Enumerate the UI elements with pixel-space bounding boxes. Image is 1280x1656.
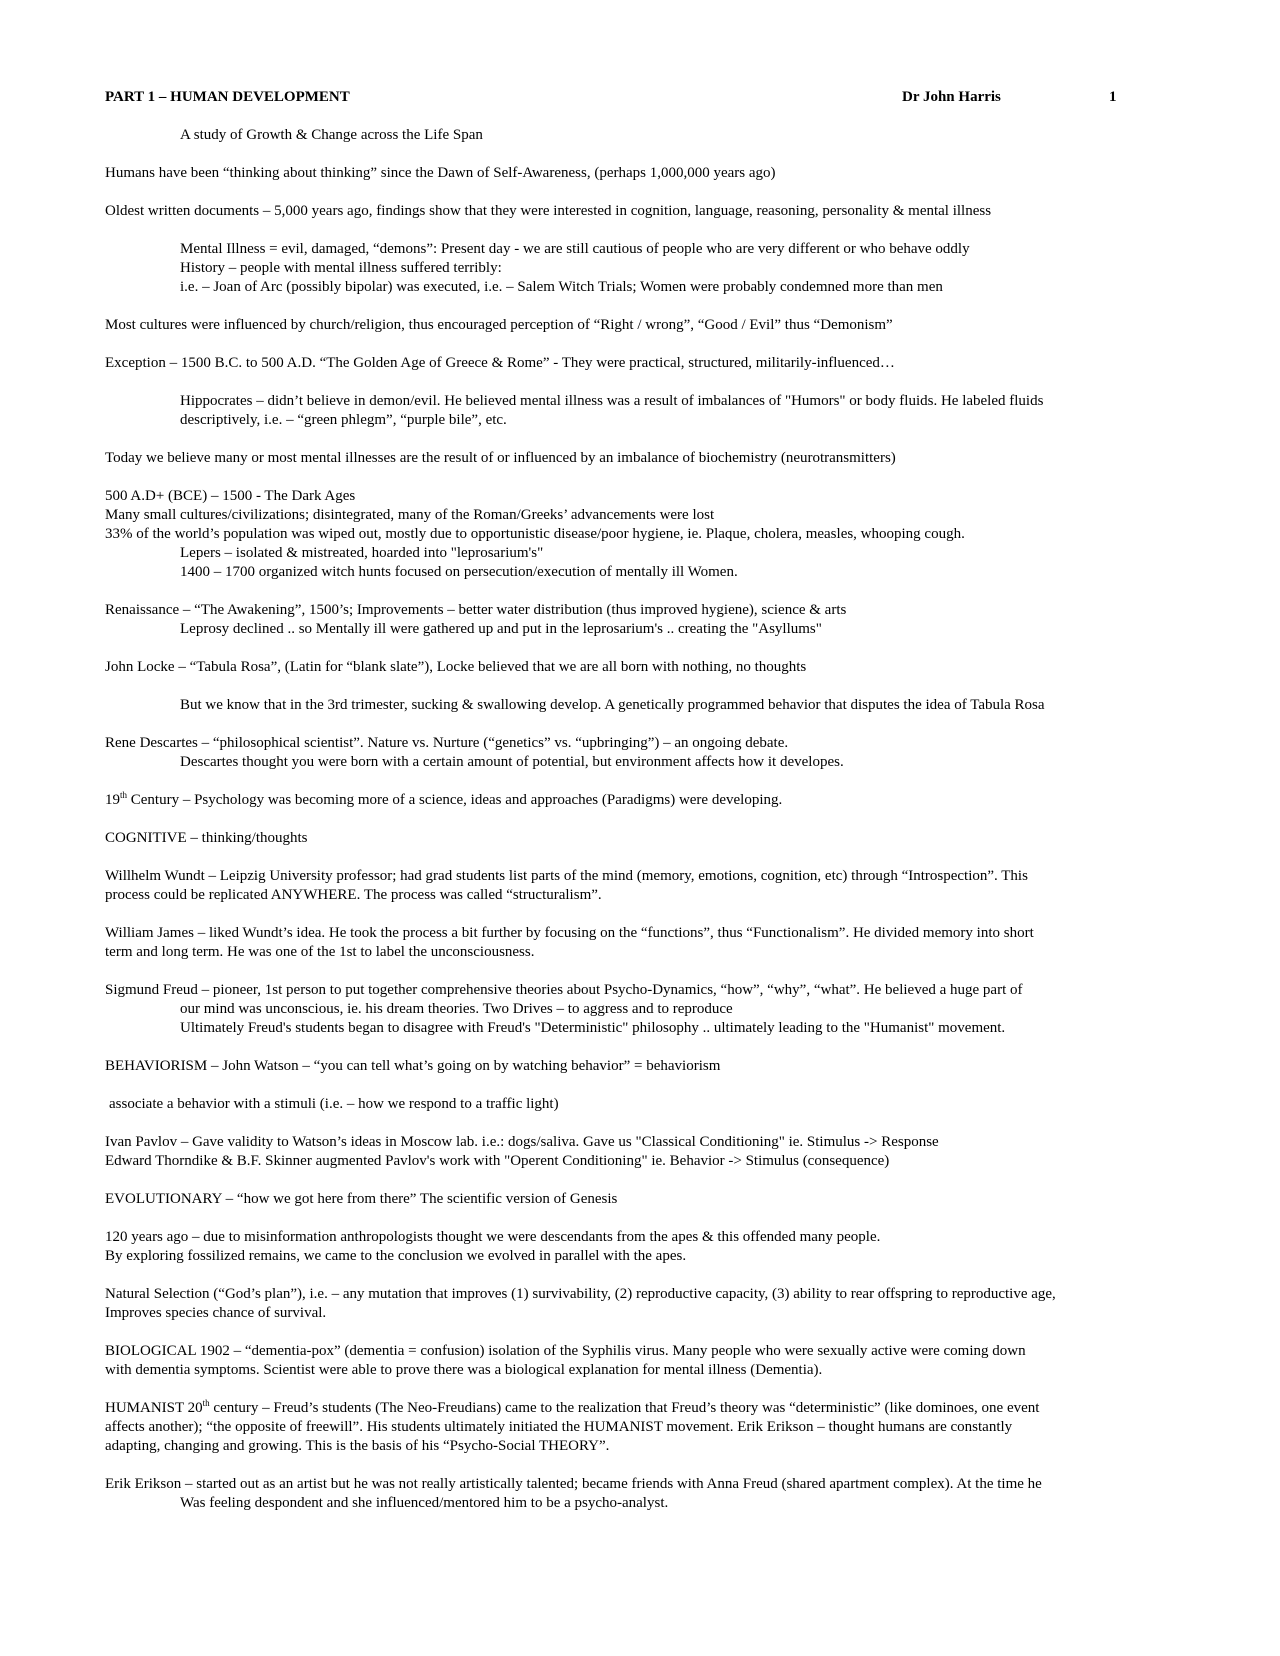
paragraph-line: By exploring fossilized remains, we came to the conclusion we evolved in parallel with the apes. <box>105 1248 687 1264</box>
text-run: Century – Psychology was becoming more of a science, ideas and approaches (Paradigms) were developing. <box>127 792 783 808</box>
paragraph: Exception – 1500 B.C. to 500 A.D. “The Golden Age of Greece & Rome” - They were practical, structured, militarily-influenced… <box>105 355 895 371</box>
paragraph-line: Many small cultures/civilizations; disintegrated, many of the Roman/Greeks’ advancements were lost <box>105 507 715 523</box>
paragraph: But we know that in the 3rd trimester, sucking & swallowing develop. A genetically programmed behavior that disputes the idea of Tabula Rosa <box>180 697 1045 713</box>
paragraph-line: Rene Descartes – “philosophical scientist”. Nature vs. Nurture (“genetics” vs. “upbringing”) – an ongoing debate. <box>105 735 789 751</box>
paragraph-line: Hippocrates – didn’t believe in demon/evil. He believed mental illness was a result of imbalances of "Humors" or body fluids. He labeled fluids <box>180 393 1044 409</box>
section-heading: BEHAVIORISM – John Watson – “you can tell what’s going on by watching behavior” = behaviorism <box>105 1058 721 1074</box>
section-heading: EVOLUTIONARY – “how we got here from there” The scientific version of Genesis <box>105 1191 618 1207</box>
paragraph-line: affects another); “the opposite of freewill”. His students ultimately initiated the HUMANIST movement. Erik Erikson – thought humans are constantly <box>105 1419 1013 1435</box>
paragraph-line: 1400 – 1700 organized witch hunts focused on persecution/execution of mentally ill Women. <box>180 564 738 580</box>
document-page <box>105 88 1180 1513</box>
paragraph-line: term and long term. He was one of the 1st to label the unconsciousness. <box>105 944 535 960</box>
page-title: PART 1 – HUMAN DEVELOPMENT <box>105 89 350 105</box>
paragraph: Today we believe many or most mental illnesses are the result of or influenced by an imbalance of biochemistry (neurotransmitters) <box>105 450 896 466</box>
paragraph-line: William James – liked Wundt’s idea. He took the process a bit further by focusing on the “functions”, thus “Functionalism”. He divided memory into short <box>105 925 1034 941</box>
paragraph-line: Renaissance – “The Awakening”, 1500’s; Improvements – better water distribution (thus improved hygiene), science & arts <box>105 602 847 618</box>
paragraph: Oldest written documents – 5,000 years ago, findings show that they were interested in cognition, language, reasoning, personality & mental illness <box>105 203 992 219</box>
paragraph-line: Was feeling despondent and she influenced/mentored him to be a psycho-analyst. <box>180 1495 669 1511</box>
paragraph-line: Improves species chance of survival. <box>105 1305 327 1321</box>
paragraph-line <box>105 1399 1180 1418</box>
paragraph-line: Erik Erikson – started out as an artist but he was not really artistically talented; became friends with Anna Freud (shared apartment complex). At the time he <box>105 1476 1042 1492</box>
author-name: Dr John Harris <box>902 89 1001 105</box>
paragraph <box>105 791 1180 810</box>
subtitle: A study of Growth & Change across the Life Span <box>180 127 483 143</box>
paragraph-line: Leprosy declined .. so Mentally ill were gathered up and put in the leprosarium's .. creating the "Asyllums" <box>180 621 822 637</box>
paragraph-line: 33% of the world’s population was wiped out, mostly due to opportunistic disease/poor hygiene, ie. Plaque, cholera, measles, whooping cough. <box>105 526 965 542</box>
paragraph-line: i.e. – Joan of Arc (possibly bipolar) was executed, i.e. – Salem Witch Trials; Women were probably condemned more than men <box>180 279 943 295</box>
paragraph-line: 500 A.D+ (BCE) – 1500 - The Dark Ages <box>105 488 356 504</box>
paragraph-line: process could be replicated ANYWHERE. The process was called “structuralism”. <box>105 887 602 903</box>
text-run: 19 <box>105 792 120 808</box>
paragraph-line: Ultimately Freud's students began to disagree with Freud's "Deterministic" philosophy .. ultimately leading to the "Humanist" movement. <box>180 1020 1006 1036</box>
paragraph-line: Lepers – isolated & mistreated, hoarded into "leprosarium's" <box>180 545 544 561</box>
paragraph: Humans have been “thinking about thinking” since the Dawn of Self-Awareness, (perhaps 1,000,000 years ago) <box>105 165 776 181</box>
paragraph: Most cultures were influenced by church/religion, thus encouraged perception of “Right / wrong”, “Good / Evil” thus “Demonism” <box>105 317 893 333</box>
paragraph-line: Sigmund Freud – pioneer, 1st person to put together comprehensive theories about Psycho-Dynamics, “how”, “why”, “what”. He believed a huge part of <box>105 982 1023 998</box>
paragraph-line: descriptively, i.e. – “green phlegm”, “purple bile”, etc. <box>180 412 507 428</box>
text-run: HUMANIST 20 <box>105 1400 203 1416</box>
paragraph-line: Willhelm Wundt – Leipzig University professor; had grad students list parts of the mind (memory, emotions, cognition, etc) through “Introspection”. This <box>105 868 1028 884</box>
paragraph-line: Ivan Pavlov – Gave validity to Watson’s ideas in Moscow lab. i.e.: dogs/saliva. Gave us "Classical Conditioning" ie. Stimulus -> Response <box>105 1134 939 1150</box>
paragraph: John Locke – “Tabula Rosa”, (Latin for “blank slate”), Locke believed that we are all born with nothing, no thoughts <box>105 659 807 675</box>
superscript: th <box>120 790 128 800</box>
paragraph-line: BIOLOGICAL 1902 – “dementia-pox” (dementia = confusion) isolation of the Syphilis virus. Many people who were sexually active were coming down <box>105 1343 1026 1359</box>
paragraph-line: with dementia symptoms. Scientist were able to prove there was a biological explanation for mental illness (Dementia). <box>105 1362 823 1378</box>
paragraph-line: adapting, changing and growing. This is the basis of his “Psycho-Social THEORY”. <box>105 1438 610 1454</box>
section-heading: COGNITIVE – thinking/thoughts <box>105 830 308 846</box>
paragraph-line: History – people with mental illness suffered terribly: <box>180 260 502 276</box>
page-header <box>105 88 1180 107</box>
paragraph-line: Natural Selection (“God’s plan”), i.e. – any mutation that improves (1) survivability, (2) reproductive capacity, (3) ability to rear offspring to reproductive age, <box>105 1286 1056 1302</box>
paragraph-line: Descartes thought you were born with a certain amount of potential, but environment affects how it developes. <box>180 754 844 770</box>
paragraph-line: Edward Thorndike & B.F. Skinner augmented Pavlov's work with "Operent Conditioning" ie. Behavior -> Stimulus (consequence) <box>105 1153 890 1169</box>
paragraph-line: 120 years ago – due to misinformation anthropologists thought we were descendants from the apes & this offended many people. <box>105 1229 881 1245</box>
page-number: 1 <box>1109 89 1117 105</box>
paragraph: associate a behavior with a stimuli (i.e. – how we respond to a traffic light) <box>109 1096 559 1112</box>
superscript: th <box>202 1398 210 1408</box>
paragraph-line: our mind was unconscious, ie. his dream theories. Two Drives – to aggress and to reproduce <box>180 1001 733 1017</box>
paragraph-line: Mental Illness = evil, damaged, “demons”: Present day - we are still cautious of people who are very different or who behave oddly <box>180 241 970 257</box>
text-run: century – Freud’s students (The Neo-Freudians) came to the realization that Freud’s theory was “deterministic” (like dominoes, one event <box>209 1400 1040 1416</box>
